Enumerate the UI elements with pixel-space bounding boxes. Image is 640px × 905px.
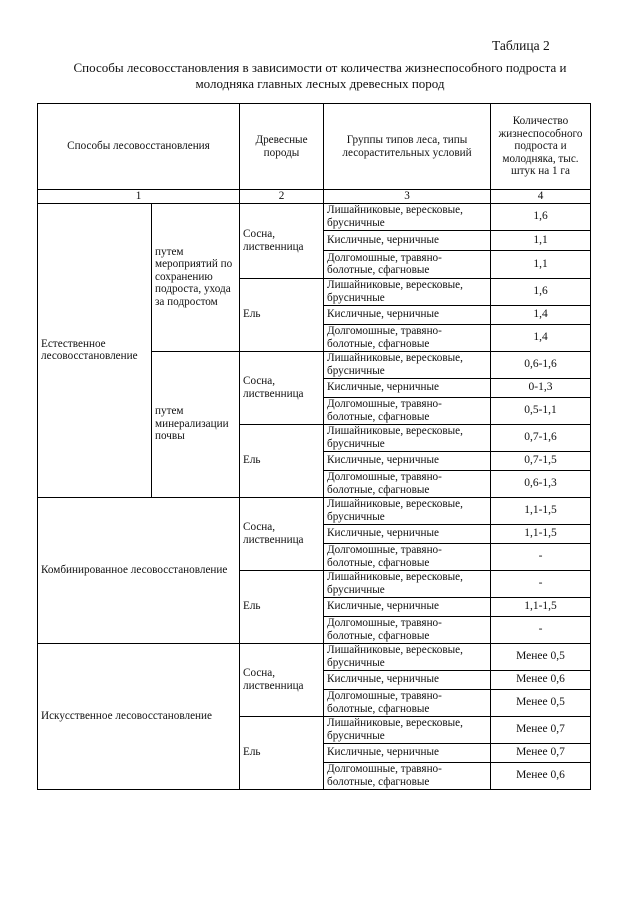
quantity-value: Менее 0,6 [491,762,591,789]
species-spruce: Ель [240,424,324,497]
reforestation-table [37,103,591,790]
species-pine-larch: Сосна, лиственница [240,203,324,278]
table-row [38,643,591,670]
quantity-value: Менее 0,7 [491,743,591,762]
forest-type-long: Долгомошные, травяно-болотные, сфагновые [324,762,491,789]
quantity-value: Менее 0,6 [491,670,591,689]
forest-type-long: Долгомошные, травяно-болотные, сфагновые [324,397,491,424]
quantity-value: - [491,616,591,643]
species-spruce: Ель [240,278,324,351]
quantity-value: 0,7-1,6 [491,424,591,451]
header-row [38,104,591,190]
quantity-value: - [491,543,591,570]
species-spruce: Ель [240,570,324,643]
quantity-value: 1,1 [491,230,591,250]
col-number: 3 [324,190,491,204]
quantity-value: 1,1-1,5 [491,597,591,616]
quantity-value: 0,7-1,5 [491,451,591,470]
quantity-value: Менее 0,5 [491,689,591,716]
header-species: Древесные породы [240,104,324,190]
forest-type-sour: Кисличные, черничные [324,524,491,543]
species-pine-larch: Сосна, лиственница [240,643,324,716]
submethod-preserve: путем мероприятий по сохранению подроста, ухода за подростом [152,203,240,351]
forest-type-lichen: Лишайниковые, вересковые, брусничные [324,424,491,451]
forest-type-sour: Кисличные, черничные [324,230,491,250]
forest-type-lichen: Лишайниковые, вересковые, брусничные [324,203,491,230]
quantity-value: 1,6 [491,278,591,305]
table-row [38,497,591,524]
quantity-value: 0,5-1,1 [491,397,591,424]
title-line-2: молодняка главных лесных древесных пород [195,76,445,91]
forest-type-sour: Кисличные, черничные [324,743,491,762]
quantity-value: 1,1 [491,250,591,278]
forest-type-lichen: Лишайниковые, вересковые, брусничные [324,716,491,743]
quantity-value: - [491,570,591,597]
forest-type-lichen: Лишайниковые, вересковые, брусничные [324,570,491,597]
forest-type-lichen: Лишайниковые, вересковые, брусничные [324,643,491,670]
method-artificial: Искусственное лесовосстановление [38,643,240,789]
header-methods: Способы лесовосстановления [38,104,240,190]
method-natural: Естественное лесовосстановление [38,203,152,497]
col-number: 4 [491,190,591,204]
forest-type-sour: Кисличные, черничные [324,451,491,470]
forest-type-sour: Кисличные, черничные [324,597,491,616]
species-pine-larch: Сосна, лиственница [240,497,324,570]
method-combined: Комбинированное лесовосстановление [38,497,240,643]
title-line-1: Способы лесовосстановления в зависимости от количества жизнеспособного подроста и [73,60,567,75]
table-label: Таблица 2 [492,38,550,53]
header-quantity: Количество жизнеспособного подроста и молодняка, тыс. штук на 1 га [491,104,591,190]
forest-type-long: Долгомошные, травяно-болотные, сфагновые [324,324,491,351]
quantity-value: 1,1-1,5 [491,497,591,524]
col-number: 2 [240,190,324,204]
forest-type-lichen: Лишайниковые, вересковые, брусничные [324,497,491,524]
quantity-value: 1,4 [491,324,591,351]
forest-type-long: Долгомошные, травяно-болотные, сфагновые [324,689,491,716]
forest-type-lichen: Лишайниковые, вересковые, брусничные [324,278,491,305]
quantity-value: Менее 0,5 [491,643,591,670]
quantity-value: 1,4 [491,305,591,324]
quantity-value: 0,6-1,6 [491,351,591,378]
species-pine-larch: Сосна, лиственница [240,351,324,424]
table-title [30,60,610,92]
forest-type-long: Долгомошные, травяно-болотные, сфагновые [324,616,491,643]
forest-type-sour: Кисличные, черничные [324,378,491,397]
quantity-value: 0-1,3 [491,378,591,397]
quantity-value: 0,6-1,3 [491,470,591,497]
col-number: 1 [38,190,240,204]
forest-type-sour: Кисличные, черничные [324,305,491,324]
quantity-value: Менее 0,7 [491,716,591,743]
forest-type-long: Долгомошные, травяно-болотные, сфагновые [324,543,491,570]
species-spruce: Ель [240,716,324,789]
forest-type-lichen: Лишайниковые, вересковые, брусничные [324,351,491,378]
column-number-row [38,190,591,204]
quantity-value: 1,1-1,5 [491,524,591,543]
forest-type-long: Долгомошные, травяно-болотные, сфагновые [324,470,491,497]
submethod-mineral: путем минерализации почвы [152,351,240,497]
quantity-value: 1,6 [491,203,591,230]
forest-type-long: Долгомошные, травяно-болотные, сфагновые [324,250,491,278]
header-forest-types: Группы типов леса, типы лесорастительных условий [324,104,491,190]
table-row [38,203,591,230]
forest-type-sour: Кисличные, черничные [324,670,491,689]
